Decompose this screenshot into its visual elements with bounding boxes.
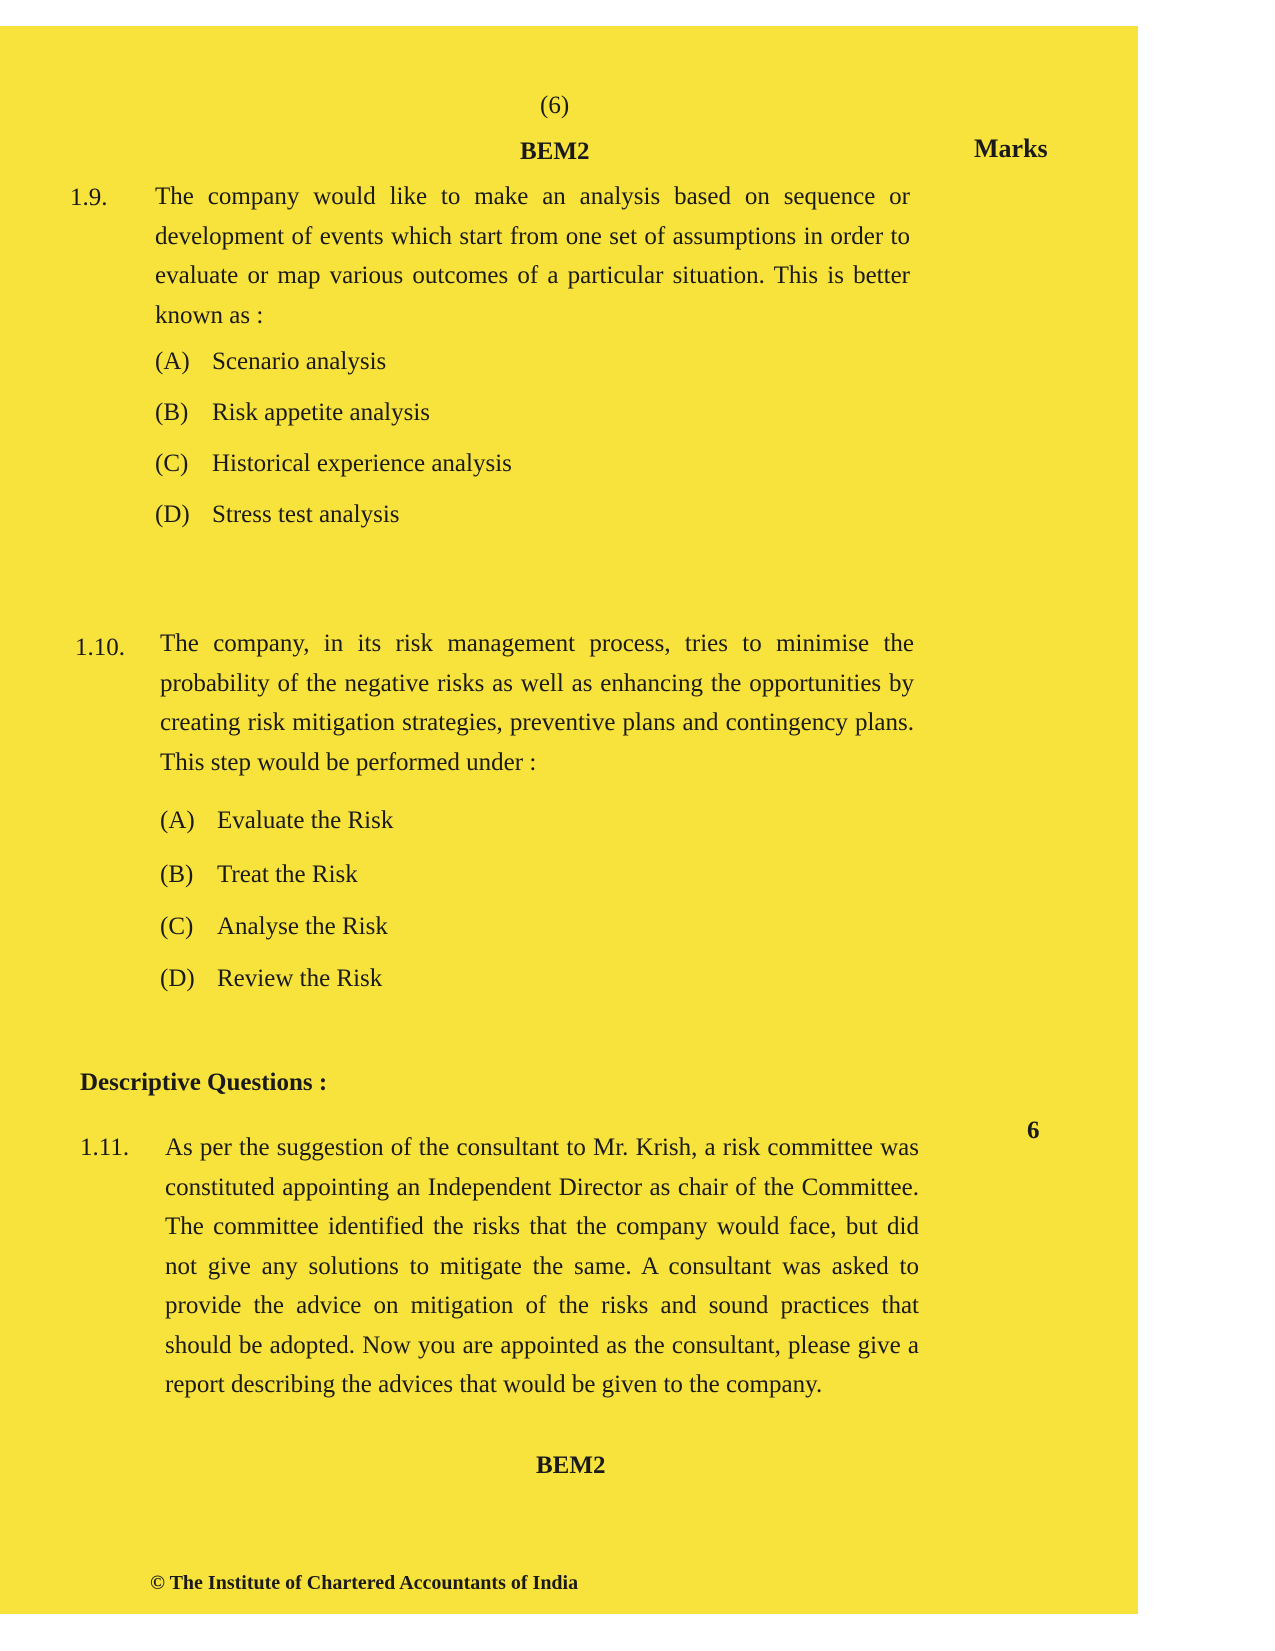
option-label: (C) <box>155 450 189 477</box>
option-text: Stress test analysis <box>212 501 400 528</box>
option-text: Treat the Risk <box>217 861 358 888</box>
option-text: Historical experience analysis <box>212 450 512 477</box>
option-label: (D) <box>155 501 190 528</box>
question-number-1-10: 1.10. <box>75 634 125 661</box>
question-number-1-9: 1.9. <box>70 184 108 211</box>
option-1-10-a <box>160 807 393 835</box>
question-text-1-9: The company would like to make an analysis based on sequence or development of events which start from one set of assumptions in order to evaluate or map various outcomes of a particular situation. This is better known as : <box>155 183 910 329</box>
option-1-10-b <box>160 861 358 889</box>
question-text-1-10: The company, in its risk management process, tries to minimise the probability of the negative risks as well as enhancing the opportunities by creating risk mitigation strategies, preventive plans and contingency plans. This step would be performed under : <box>160 630 914 776</box>
option-1-10-c <box>160 913 388 941</box>
option-1-9-d <box>155 501 400 529</box>
option-label: (B) <box>160 861 194 888</box>
option-text: Evaluate the Risk <box>217 807 394 834</box>
section-heading-descriptive: Descriptive Questions : <box>80 1069 328 1096</box>
option-label: (A) <box>160 807 195 834</box>
question-number-1-11: 1.11. <box>80 1134 130 1161</box>
paper-code-footer: BEM2 <box>536 1452 606 1479</box>
option-label: (C) <box>160 913 194 940</box>
paper-code-header: BEM2 <box>520 138 590 165</box>
option-1-9-c <box>155 450 512 478</box>
marks-column-heading: Marks <box>974 134 1048 163</box>
option-label: (A) <box>155 348 190 375</box>
option-text: Analyse the Risk <box>217 913 388 940</box>
question-text-1-11: As per the suggestion of the consultant to Mr. Krish, a risk committee was constituted appointing an Independent Director as chair of the Committee. The committee identified the risks that the company would face, but did not give any solutions to mitigate the same. A consultant was asked to provide the advice on mitigation of the risks and sound practices that should be adopted. Now you are appointed as the consultant, please give a report describing the advices that would be given to the company. <box>165 1134 919 1398</box>
option-1-9-a <box>155 348 386 376</box>
copyright-notice: © The Institute of Chartered Accountants of India <box>150 1572 579 1594</box>
option-1-9-b <box>155 399 430 427</box>
question-marks-1-11: 6 <box>1027 1117 1040 1144</box>
page-number: (6) <box>540 92 570 119</box>
option-label: (B) <box>155 399 189 426</box>
option-label: (D) <box>160 965 195 992</box>
option-text: Review the Risk <box>217 965 383 992</box>
option-text: Scenario analysis <box>212 348 387 375</box>
option-text: Risk appetite analysis <box>212 399 431 426</box>
option-1-10-d <box>160 965 382 993</box>
